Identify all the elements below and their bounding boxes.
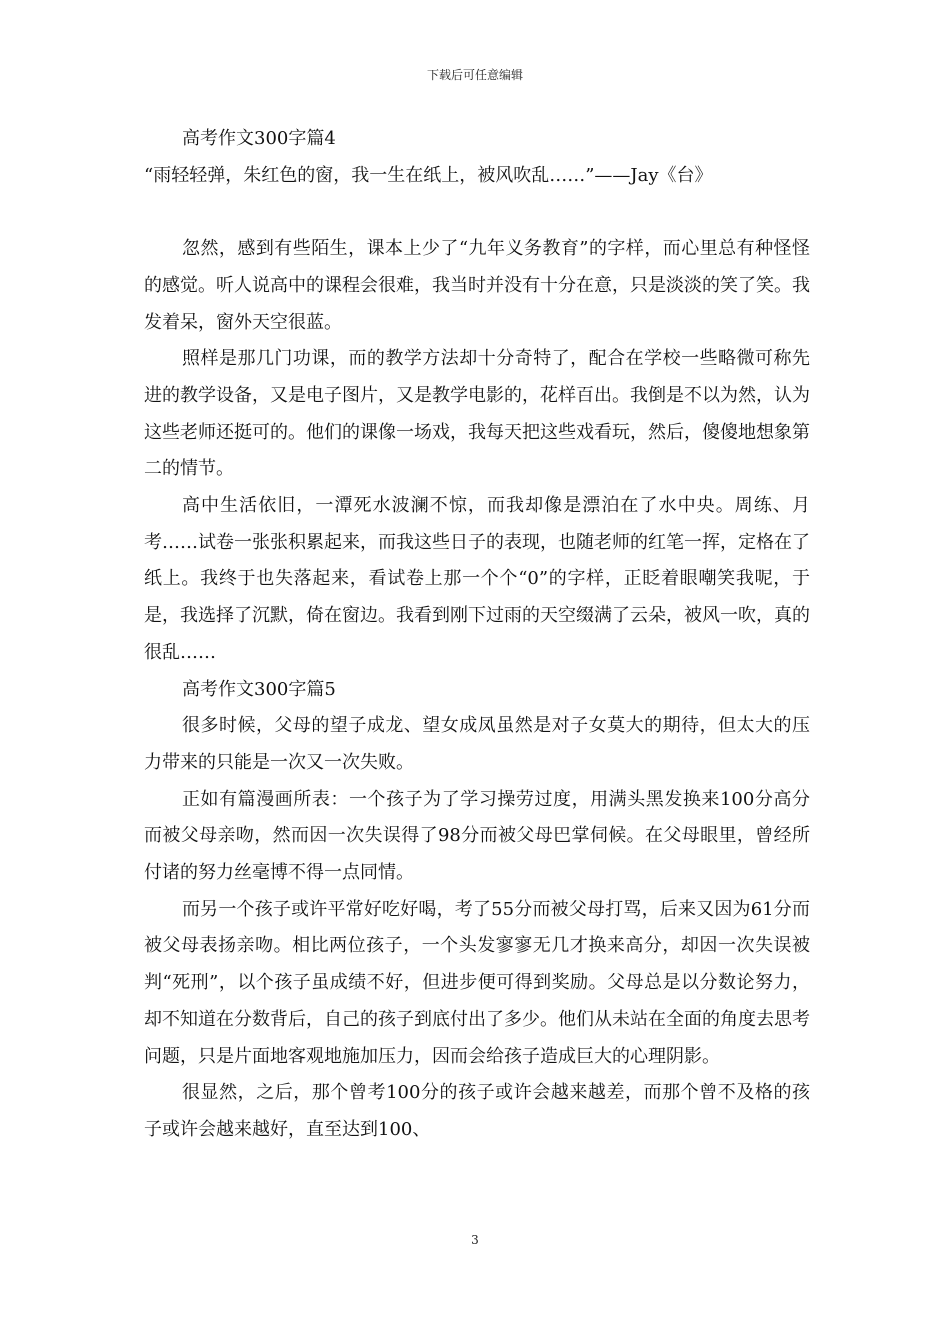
- paragraph: 正如有篇漫画所表：一个孩子为了学习操劳过度，用满头黑发换来100分高分而被父母亲吻，然而因一次失误得了98分而被父母巴掌伺候。在父母眼里，曾经所付诸的努力丝毫博不得一点同情。: [144, 788, 810, 884]
- page-number: 3: [471, 1233, 479, 1247]
- blank-line: [144, 194, 810, 231]
- paragraph: 忽然，感到有些陌生，课本上少了“九年义务教育”的字样，而心里总有种怪怪的感觉。听人说高中的课程会很难，我当时并没有十分在意，只是淡淡的笑了笑。我发着呆，窗外天空很蓝。: [144, 238, 810, 333]
- paragraph: 很显然，之后，那个曾考100分的孩子或许会越来越差，而那个曾不及格的孩子或许会越来越好，直至达到100、: [144, 1082, 810, 1140]
- epigraph-quote: “雨轻轻弹，朱红色的窗，我一生在纸上，被风吹乱……”——Jay《台》: [144, 164, 713, 186]
- paragraph: 很多时候，父母的望子成龙、望女成凤虽然是对子女莫大的期待，但太大的压力带来的只能是一次又一次失败。: [144, 715, 810, 773]
- section-title-4: 高考作文300字篇4: [182, 128, 336, 149]
- paragraph: 照样是那几门功课，而的教学方法却十分奇特了，配合在学校一些略微可称先进的教学设备，又是电子图片，又是教学电影的，花样百出。我倒是不以为然，认为这些老师还挺可的。他们的课像一场戏，我每天把这些戏看玩，然后，傻傻地想象第二的情节。: [144, 348, 810, 480]
- paragraph: 而另一个孩子或许平常好吃好喝，考了55分而被父母打骂，后来又因为61分而被父母表扬亲吻。相比两位孩子，一个头发寥寥无几才换来高分，却因一次失误被判“死刑”，以个孩子虽成绩不好，但进步便可得到奖励。父母总是以分数论努力，却不知道在分数背后，自己的孩子到底付出了多少。他们从未站在全面的角度去思考问题，只是片面地客观地施加压力，因而会给孩子造成巨大的心理阴影。: [144, 898, 810, 1067]
- section-title-5: 高考作文300字篇5: [182, 678, 336, 700]
- paragraph: 高中生活依旧，一潭死水波澜不惊，而我却像是漂泊在了水中央。周练、月考……试卷一张张积累起来，而我这些日子的表现，也随老师的红笔一挥，定格在了纸上。我终于也失落起来，看试卷上那一个个“0”的字样，正眨着眼嘲笑我呢，于是，我选择了沉默，倚在窗边。我看到刚下过雨的天空缀满了云朵，被风一吹，真的很乱……: [144, 495, 810, 663]
- article-body: [144, 121, 810, 1149]
- header-note: 下载后可任意编辑: [426, 68, 523, 82]
